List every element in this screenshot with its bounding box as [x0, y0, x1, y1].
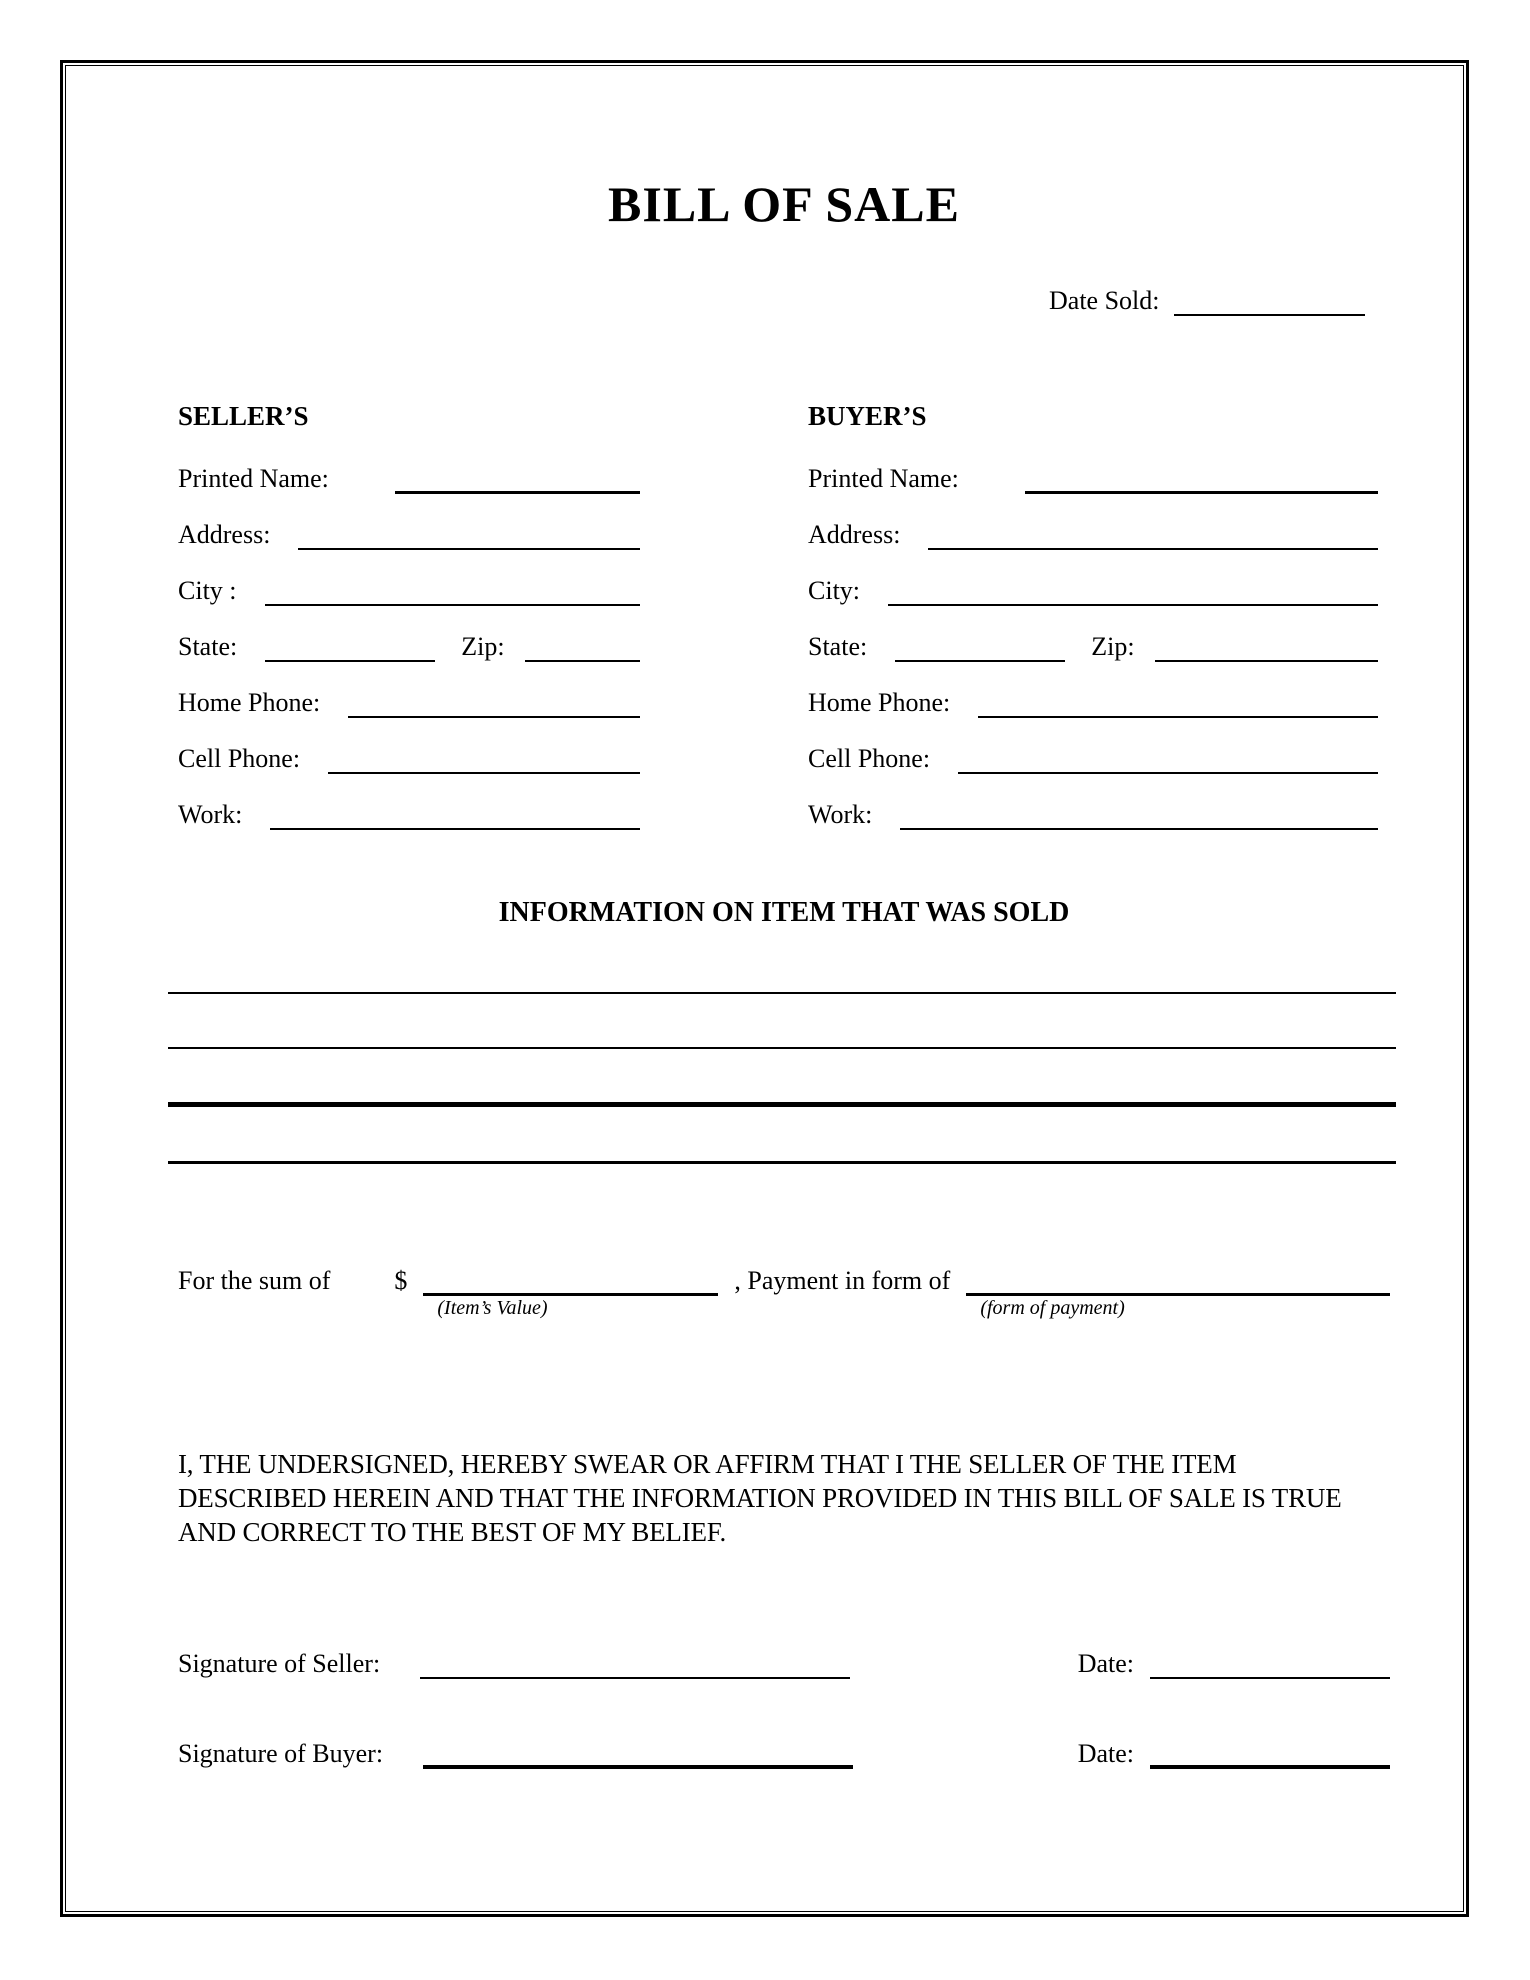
buyer-address-label: Address:: [808, 520, 901, 549]
buyer-address-field[interactable]: [928, 518, 1378, 550]
seller-work-label: Work:: [178, 800, 243, 829]
buyer-home-phone-row: [808, 688, 1378, 718]
seller-address-row: [178, 520, 640, 550]
seller-work-field[interactable]: [270, 798, 640, 830]
seller-work-row: [178, 800, 640, 830]
seller-state-zip-row: [178, 632, 640, 662]
seller-home-phone-label: Home Phone:: [178, 688, 321, 717]
buyer-printed-name-label: Printed Name:: [808, 464, 959, 493]
buyer-section: [808, 401, 1378, 830]
buyer-city-label: City:: [808, 576, 861, 605]
payment-form-field[interactable]: [966, 1263, 1390, 1293]
seller-state-field[interactable]: [265, 630, 435, 662]
date-sold-row: [1049, 286, 1365, 316]
item-description-line-1[interactable]: [168, 992, 1396, 994]
payment-form-label: , Payment in form of: [734, 1266, 951, 1295]
item-value-field[interactable]: [423, 1263, 718, 1293]
payment-form-caption: (form of payment): [980, 1297, 1125, 1319]
buyer-printed-name-row: [808, 464, 1378, 494]
date-sold-label: Date Sold:: [1049, 286, 1160, 315]
seller-printed-name-row: [178, 464, 640, 494]
seller-section: [178, 401, 640, 830]
buyer-date-label: Date:: [1077, 1739, 1134, 1768]
seller-state-label: State:: [178, 632, 238, 661]
page-content: [178, 67, 1390, 1769]
page-title: BILL OF SALE: [608, 176, 960, 232]
buyer-city-field[interactable]: [888, 574, 1378, 606]
party-columns: [178, 401, 1390, 830]
buyer-zip-field[interactable]: [1155, 630, 1378, 662]
seller-cell-phone-row: [178, 744, 640, 774]
buyer-zip-label: Zip:: [1091, 632, 1135, 661]
seller-header: SELLER’S: [178, 401, 309, 431]
buyer-work-label: Work:: [808, 800, 873, 829]
buyer-state-zip-row: [808, 632, 1378, 662]
sum-row: [178, 1266, 1390, 1319]
item-info-heading: INFORMATION ON ITEM THAT WAS SOLD: [498, 897, 1070, 928]
buyer-state-label: State:: [808, 632, 868, 661]
buyer-cell-phone-row: [808, 744, 1378, 774]
buyer-state-field[interactable]: [895, 630, 1065, 662]
seller-date-label: Date:: [1077, 1649, 1134, 1678]
payment-form-group: [966, 1263, 1390, 1319]
seller-cell-phone-label: Cell Phone:: [178, 744, 301, 773]
dollar-sign: $: [394, 1266, 408, 1295]
item-description-line-4[interactable]: [168, 1161, 1396, 1164]
buyer-cell-phone-field[interactable]: [958, 742, 1378, 774]
buyer-home-phone-field[interactable]: [978, 686, 1378, 718]
item-value-group: [423, 1263, 718, 1319]
seller-city-field[interactable]: [265, 574, 640, 606]
buyer-date-field[interactable]: [1150, 1735, 1390, 1769]
affirmation-text: I, THE UNDERSIGNED, HEREBY SWEAR OR AFFIRM THAT I THE SELLER OF THE ITEM DESCRIBED HEREIN AND THAT THE INFORMATION PROVIDED IN THIS BILL OF SALE IS TRUE AND CORRECT TO THE BEST OF MY BELIEF.: [178, 1449, 1342, 1547]
item-description-lines: [168, 992, 1396, 1164]
buyer-city-row: [808, 576, 1378, 606]
buyer-home-phone-label: Home Phone:: [808, 688, 951, 717]
seller-address-field[interactable]: [298, 518, 640, 550]
seller-signature-label: Signature of Seller:: [178, 1649, 381, 1678]
seller-printed-name-label: Printed Name:: [178, 464, 329, 493]
buyer-signature-row: [178, 1739, 1390, 1769]
buyer-signature-label: Signature of Buyer:: [178, 1739, 384, 1768]
buyer-signature-field[interactable]: [423, 1735, 853, 1769]
seller-zip-field[interactable]: [525, 630, 640, 662]
buyer-cell-phone-label: Cell Phone:: [808, 744, 931, 773]
item-value-caption: (Item’s Value): [437, 1297, 548, 1319]
seller-home-phone-field[interactable]: [348, 686, 640, 718]
date-sold-field[interactable]: [1174, 284, 1366, 316]
seller-date-field[interactable]: [1150, 1647, 1390, 1679]
seller-cell-phone-field[interactable]: [328, 742, 640, 774]
seller-signature-field[interactable]: [420, 1647, 850, 1679]
seller-city-label: City :: [178, 576, 237, 605]
buyer-header: BUYER’S: [808, 401, 927, 431]
item-description-line-3[interactable]: [168, 1102, 1396, 1107]
seller-signature-row: [178, 1649, 1390, 1679]
buyer-work-field[interactable]: [900, 798, 1378, 830]
buyer-work-row: [808, 800, 1378, 830]
seller-address-label: Address:: [178, 520, 271, 549]
item-description-line-2[interactable]: [168, 1047, 1396, 1049]
seller-city-row: [178, 576, 640, 606]
buyer-address-row: [808, 520, 1378, 550]
sum-prefix-label: For the sum of: [178, 1266, 331, 1295]
seller-home-phone-row: [178, 688, 640, 718]
seller-zip-label: Zip:: [461, 632, 505, 661]
buyer-printed-name-field[interactable]: [1025, 461, 1378, 494]
seller-printed-name-field[interactable]: [395, 461, 640, 494]
